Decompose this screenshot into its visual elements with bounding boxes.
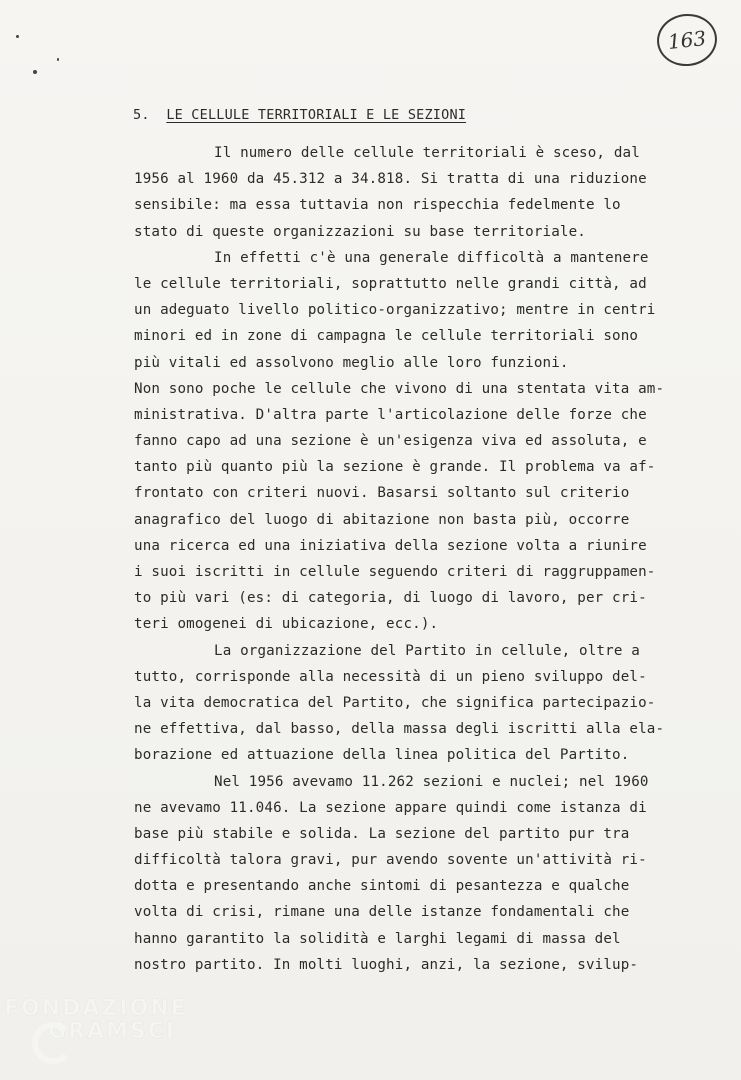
text-line: 1956 al 1960 da 45.312 a 34.818. Si tratta di una riduzione bbox=[134, 171, 647, 188]
scan-speck bbox=[16, 35, 19, 38]
text-line: ne effettiva, dal basso, della massa degli iscritti alla ela- bbox=[134, 721, 665, 738]
text-line: Nel 1956 avevamo 11.262 sezioni e nuclei; nel 1960 bbox=[214, 773, 649, 790]
text-line: dotta e presentando anche sintomi di pesantezza e qualche bbox=[134, 878, 630, 895]
text-line: i suoi iscritti in cellule seguendo criteri di raggruppamen- bbox=[134, 564, 656, 580]
text-line: difficoltà talora gravi, pur avendo sovente un'attività ri- bbox=[134, 852, 647, 869]
text-line: nostro partito. In molti luoghi, anzi, la sezione, svilup- bbox=[134, 956, 639, 973]
text-line: ne avevamo 11.046. La sezione appare quindi come istanza di bbox=[134, 799, 647, 816]
text-line: hanno garantito la solidità e larghi legami di massa del bbox=[134, 930, 621, 947]
text-line: le cellule territoriali, soprattutto nelle grandi città, ad bbox=[134, 275, 647, 292]
text-line: minori ed in zone di campagna le cellule territoriali sono bbox=[134, 328, 639, 345]
watermark-line-2: GRAMSCI bbox=[48, 1019, 177, 1044]
text-line: stato di queste organizzazioni su base territoriale. bbox=[134, 223, 586, 240]
archive-watermark bbox=[4, 996, 188, 1076]
watermark-logo-icon bbox=[32, 1022, 74, 1064]
section-heading bbox=[133, 107, 466, 123]
text-line: base più stabile e solida. La sezione del partito pur tra bbox=[134, 825, 630, 842]
body-text bbox=[134, 140, 694, 978]
watermark-line-1: FONDAZIONE bbox=[4, 996, 188, 1021]
page-number-circled: 163 bbox=[654, 11, 719, 69]
text-line: più vitali ed assolvono meglio alle loro funzioni. bbox=[134, 354, 569, 371]
section-title: LE CELLULE TERRITORIALI E LE SEZIONI bbox=[166, 107, 467, 123]
text-line: teri omogenei di ubicazione, ecc.). bbox=[134, 616, 439, 633]
text-line: la vita democratica del Partito, che significa partecipazio- bbox=[134, 694, 656, 711]
text-line: La organizzazione del Partito in cellule, oltre a bbox=[214, 642, 640, 659]
text-line: borazione ed attuazione della linea politica del Partito. bbox=[134, 747, 630, 764]
text-line: ministrativa. D'altra parte l'articolazione delle forze che bbox=[134, 406, 647, 423]
text-line: fanno capo ad una sezione è un'esigenza viva ed assoluta, e bbox=[134, 433, 647, 450]
text-line: anagrafico del luogo di abitazione non basta più, occorre bbox=[134, 511, 630, 528]
scan-speck bbox=[33, 70, 37, 74]
section-number: 5. bbox=[133, 107, 150, 123]
text-line: una ricerca ed una iniziativa della sezione volta a riunire bbox=[134, 537, 647, 554]
text-line: volta di crisi, rimane una delle istanze fondamentali che bbox=[134, 904, 630, 921]
text-line: frontato con criteri nuovi. Basarsi soltanto sul criterio bbox=[134, 485, 630, 502]
text-line: to più vari (es: di categoria, di luogo di lavoro, per cri- bbox=[134, 590, 647, 607]
text-line: In effetti c'è una generale difficoltà a mantenere bbox=[214, 249, 649, 266]
scan-speck bbox=[57, 58, 59, 61]
text-line: Non sono poche le cellule che vivono di una stentata vita am- bbox=[134, 380, 665, 397]
text-line: un adeguato livello politico-organizzativo; mentre in centri bbox=[134, 302, 656, 319]
text-line: tanto più quanto più la sezione è grande. Il problema va af- bbox=[134, 459, 656, 476]
text-line: tutto, corrisponde alla necessità di un pieno sviluppo del- bbox=[134, 668, 647, 685]
text-line: Il numero delle cellule territoriali è sceso, dal bbox=[214, 145, 640, 161]
text-line: sensibile: ma essa tuttavia non rispecchia fedelmente lo bbox=[134, 197, 621, 214]
